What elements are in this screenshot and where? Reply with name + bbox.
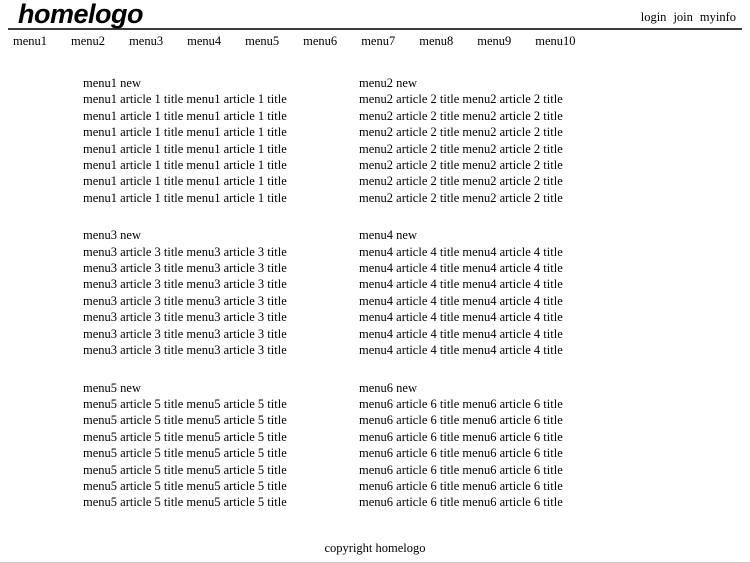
article-title-link[interactable]: menu2 article 2 title menu2 article 2 title bbox=[359, 141, 563, 156]
section-title: menu1 new bbox=[83, 76, 141, 90]
user-link-join[interactable]: join bbox=[673, 10, 693, 24]
section-title: menu3 new bbox=[83, 228, 141, 243]
article-title-link[interactable]: menu4 article 4 title menu4 article 4 title bbox=[359, 244, 563, 259]
article-title-link[interactable]: menu3 article 3 title menu3 article 3 title bbox=[83, 343, 287, 358]
article-title-link[interactable]: menu3 article 3 title menu3 article 3 title bbox=[83, 326, 287, 341]
menu-item-menu9[interactable]: menu9 bbox=[477, 34, 512, 48]
news-section-6 bbox=[359, 380, 635, 511]
article-title-link[interactable]: menu1 article 1 title menu1 article 1 title bbox=[83, 190, 287, 205]
user-link-myinfo[interactable]: myinfo bbox=[699, 10, 736, 24]
article-title-link[interactable]: menu5 article 5 title menu5 article 5 title bbox=[83, 495, 287, 510]
article-title-link[interactable]: menu2 article 2 title menu2 article 2 title bbox=[359, 190, 563, 205]
article-title-link[interactable]: menu6 article 6 title menu6 article 6 title bbox=[359, 478, 563, 493]
article-title-link[interactable]: menu6 article 6 title menu6 article 6 title bbox=[359, 413, 563, 428]
article-title-link[interactable]: menu5 article 5 title menu5 article 5 title bbox=[83, 478, 287, 493]
page bbox=[8, 0, 742, 532]
article-title-link[interactable]: menu1 article 1 title menu1 article 1 title bbox=[83, 125, 287, 140]
article-title-link[interactable]: menu1 article 1 title menu1 article 1 title bbox=[83, 108, 287, 123]
article-title-link[interactable]: menu2 article 2 title menu2 article 2 title bbox=[359, 125, 563, 140]
article-title-link[interactable]: menu3 article 3 title menu3 article 3 title bbox=[83, 277, 287, 292]
article-title-link[interactable]: menu5 article 5 title menu5 article 5 title bbox=[83, 462, 287, 477]
article-title-link[interactable]: menu1 article 1 title menu1 article 1 title bbox=[83, 158, 287, 173]
menu-item-menu7[interactable]: menu7 bbox=[361, 34, 396, 48]
article-title-link[interactable]: menu2 article 2 title menu2 article 2 title bbox=[359, 174, 563, 189]
news-section-2 bbox=[359, 75, 635, 206]
menu-item-menu3[interactable]: menu3 bbox=[129, 34, 164, 48]
content-grid bbox=[83, 75, 742, 532]
article-title-link[interactable]: menu5 article 5 title menu5 article 5 title bbox=[83, 396, 287, 411]
section-title: menu4 new bbox=[359, 228, 417, 243]
article-title-link[interactable]: menu2 article 2 title menu2 article 2 title bbox=[359, 158, 563, 173]
header bbox=[8, 0, 742, 30]
article-title-link[interactable]: menu6 article 6 title menu6 article 6 title bbox=[359, 396, 563, 411]
menu-item-menu8[interactable]: menu8 bbox=[419, 34, 454, 48]
news-section-4 bbox=[359, 227, 635, 358]
menu-item-menu10[interactable]: menu10 bbox=[535, 34, 576, 48]
menu-item-menu2[interactable]: menu2 bbox=[71, 34, 106, 48]
section-title: menu6 new bbox=[359, 380, 417, 395]
article-title-link[interactable]: menu3 article 3 title menu3 article 3 title bbox=[83, 244, 287, 259]
article-title-link[interactable]: menu4 article 4 title menu4 article 4 title bbox=[359, 261, 563, 276]
article-title-link[interactable]: menu2 article 2 title menu2 article 2 title bbox=[359, 92, 563, 107]
article-title-link[interactable]: menu1 article 1 title menu1 article 1 title bbox=[83, 174, 287, 189]
article-title-link[interactable]: menu5 article 5 title menu5 article 5 title bbox=[83, 413, 287, 428]
main-menu-bar bbox=[8, 30, 742, 54]
article-title-link[interactable]: menu4 article 4 title menu4 article 4 title bbox=[359, 310, 563, 325]
article-title-link[interactable]: menu4 article 4 title menu4 article 4 title bbox=[359, 343, 563, 358]
article-title-link[interactable]: menu6 article 6 title menu6 article 6 title bbox=[359, 429, 563, 444]
menu-item-menu4[interactable]: menu4 bbox=[187, 34, 222, 48]
article-title-link[interactable]: menu5 article 5 title menu5 article 5 title bbox=[83, 429, 287, 444]
news-section-5 bbox=[83, 380, 359, 511]
article-title-link[interactable]: menu2 article 2 title menu2 article 2 title bbox=[359, 108, 563, 123]
article-title-link[interactable]: menu1 article 1 title menu1 article 1 title bbox=[83, 92, 287, 107]
article-title-link[interactable]: menu6 article 6 title menu6 article 6 title bbox=[359, 446, 563, 461]
article-title-link[interactable]: menu4 article 4 title menu4 article 4 title bbox=[359, 293, 563, 308]
menu-item-menu1[interactable]: menu1 bbox=[13, 34, 48, 48]
section-title: menu2 new bbox=[359, 76, 417, 90]
article-title-link[interactable]: menu4 article 4 title menu4 article 4 title bbox=[359, 277, 563, 292]
article-title-link[interactable]: menu5 article 5 title menu5 article 5 title bbox=[83, 446, 287, 461]
article-title-link[interactable]: menu6 article 6 title menu6 article 6 title bbox=[359, 495, 563, 510]
news-section-3 bbox=[83, 227, 359, 358]
article-title-link[interactable]: menu3 article 3 title menu3 article 3 title bbox=[83, 310, 287, 325]
article-title-link[interactable]: menu4 article 4 title menu4 article 4 title bbox=[359, 326, 563, 341]
article-title-link[interactable]: menu3 article 3 title menu3 article 3 title bbox=[83, 293, 287, 308]
menu-item-menu6[interactable]: menu6 bbox=[303, 34, 338, 48]
home-logo[interactable]: homelogo bbox=[18, 0, 143, 29]
section-title: menu5 new bbox=[83, 380, 141, 395]
article-title-link[interactable]: menu6 article 6 title menu6 article 6 title bbox=[359, 462, 563, 477]
user-link-login[interactable]: login bbox=[640, 10, 667, 24]
article-title-link[interactable]: menu3 article 3 title menu3 article 3 title bbox=[83, 261, 287, 276]
menu-item-menu5[interactable]: menu5 bbox=[245, 34, 280, 48]
article-title-link[interactable]: menu1 article 1 title menu1 article 1 title bbox=[83, 141, 287, 156]
user-links bbox=[634, 10, 736, 25]
footer-copyright: copyright homelogo bbox=[324, 541, 426, 555]
news-section-1 bbox=[83, 75, 359, 206]
